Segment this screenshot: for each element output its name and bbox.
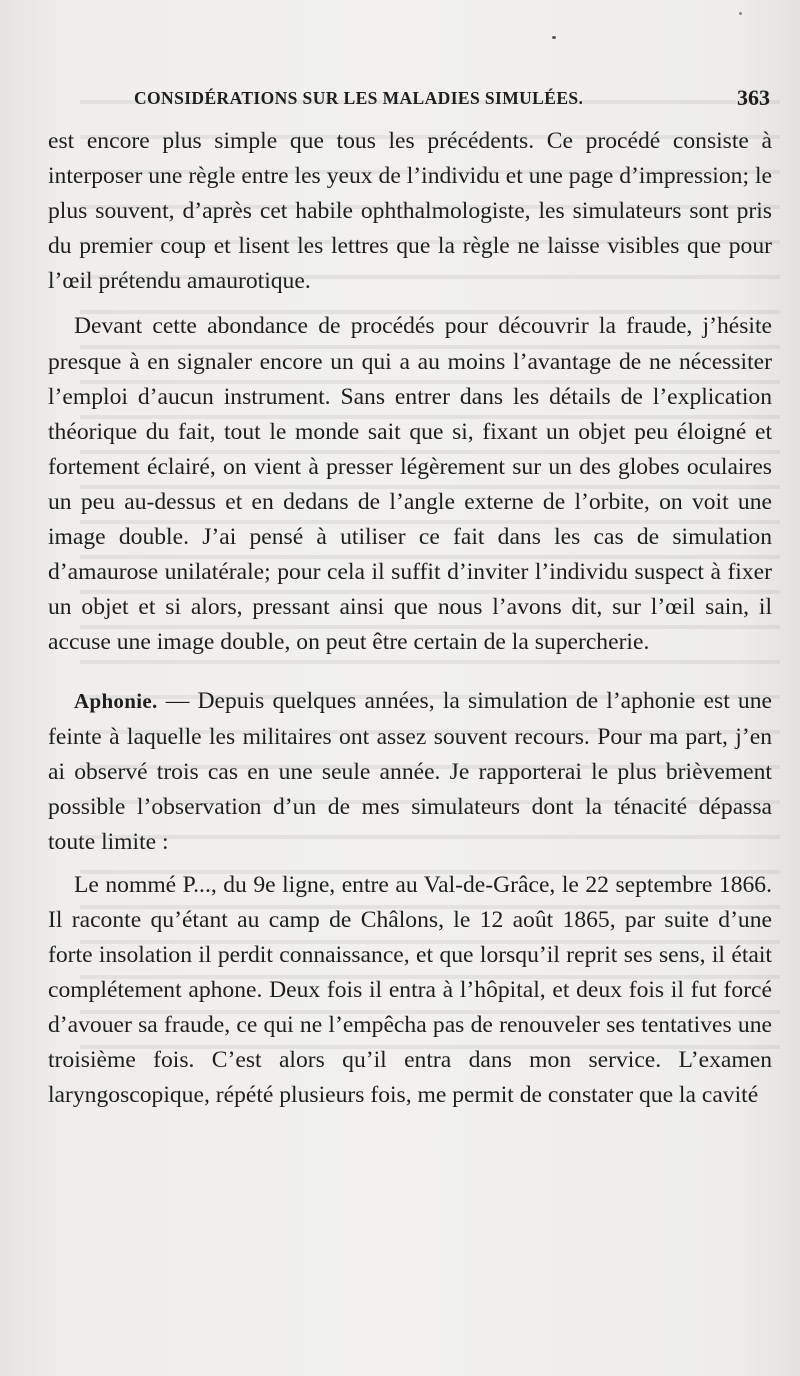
paragraph-continued: est encore plus simple que tous les précédents. Ce procédé consiste à interposer une règle entre les yeux de l’individu et une page d’impression; le plus souvent, d’après cet habile ophthalmologiste, les simulateurs sont pris du premier coup et lisent les lettres que la règle ne laisse visibles que pour l’œil prétendu amaurotique. <box>48 128 772 295</box>
page-header <box>134 85 770 116</box>
body-text <box>48 124 772 1114</box>
speck-mark <box>739 12 742 15</box>
section-heading-aphonie: Aphonie. <box>74 689 158 714</box>
paragraph-aphonie <box>48 684 772 859</box>
speck-mark <box>552 36 556 39</box>
page-number: 363 <box>737 85 770 110</box>
paragraph-double-image-method: Devant cette abondance de procédés pour découvrir la fraude, j’hésite presque à en signaler encore un qui a au moins l’avantage de ne nécessiter l’emploi d’aucun instrument. Sans entrer dans les détails de l’explication théorique du fait, tout le monde sait que si, fixant un objet peu éloigné et fortement éclairé, on vient à presser légèrement sur un des globes oculaires un peu au-dessus et en dedans de l’angle externe de l’orbite, on voit une image double. J’ai pensé à utiliser ce fait dans les cas de simulation d’amaurose unilatérale; pour cela il suffit d’inviter l’individu suspect à fixer un objet et si alors, pressant ainsi que nous l’avons dit, sur l’œil sain, il accuse une image double, on peut être certain de la supercherie. <box>48 313 772 656</box>
running-head: CONSIDÉRATIONS SUR LES MALADIES SIMULÉES. <box>134 88 584 108</box>
aphonie-text: — Depuis quelques années, la simulation de l’aphonie est une feinte à laquelle les militaires ont assez souvent recours. Pour ma part, j’en ai observé trois cas en une seule année. Je rapporterai le plus brièvement possible l’observation d’un de mes simulateurs dont la ténacité dépassa toute limite : <box>48 688 772 855</box>
paragraph-case-report: Le nommé P..., du 9e ligne, entre au Val-de-Grâce, le 22 septembre 1866. Il raconte qu’étant au camp de Châlons, le 12 août 1865, par suite d’une forte insolation il perdit connaissance, et que lorsqu’il reprit ses sens, il était complétement aphone. Deux fois il entra à l’hôpital, et deux fois il fut forcé d’avouer sa fraude, ce qui ne l’empêcha pas de renouveler ses tentatives une troisième fois. C’est alors qu’il entra dans mon service. L’examen laryngoscopique, répété plusieurs fois, me permit de constater que la cavité <box>48 871 772 1109</box>
